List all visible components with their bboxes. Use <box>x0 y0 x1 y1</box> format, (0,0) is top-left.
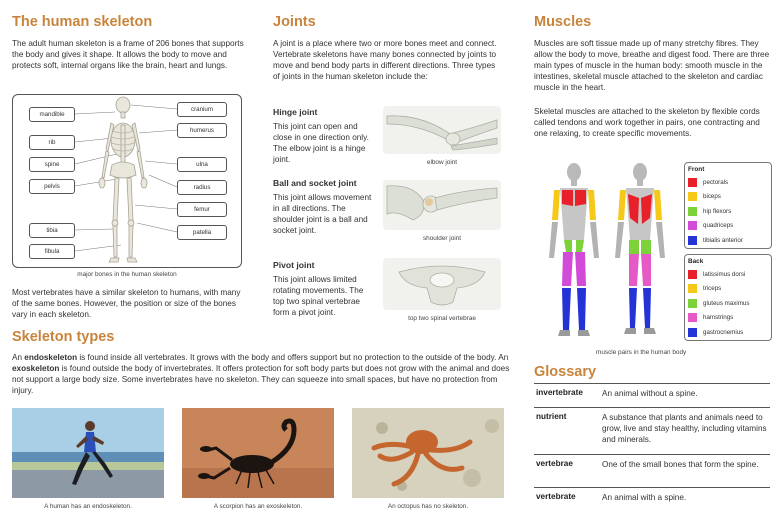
label-tibia: tibia <box>29 223 75 238</box>
legend-item: quadriceps <box>688 219 768 234</box>
legend-item: biceps <box>688 190 768 205</box>
ball-socket-text: This joint allows movement in all directions. The shoulder joint is a ball and socket joint. <box>273 193 372 235</box>
label-humerus: humerus <box>177 123 227 138</box>
skeletal-muscles-text: Skeletal muscles are attached to the skeleton by flexible cords called tendons and work together in pairs, one contracting and one relaxing, to create specific movements. <box>534 107 760 138</box>
term-exoskeleton: exoskeleton <box>12 364 60 373</box>
muscles-heading: Muscles <box>534 14 592 30</box>
skeleton-heading: The human skeleton <box>12 14 153 30</box>
hinge-joint-title: Hinge joint <box>273 107 318 117</box>
elbow-joint-image <box>383 106 501 154</box>
label-pelvis: pelvis <box>29 179 75 194</box>
legend-item: gastrocnemius <box>688 325 768 340</box>
glossary-row <box>534 454 770 487</box>
glossary-term: vertebrate <box>536 492 576 501</box>
legend-back-title: Back <box>688 258 704 265</box>
hinge-joint-text: This joint can open and close in one direction only. The elbow joint is a hinge joint. <box>273 122 369 164</box>
vertebrae-image <box>383 258 501 310</box>
legend-item: hamstrings <box>688 311 768 326</box>
glossary-heading: Glossary <box>534 364 597 380</box>
skeleton-types-heading: Skeleton types <box>12 329 115 345</box>
ball-socket-title: Ball and socket joint <box>273 178 357 188</box>
glossary-row <box>534 487 770 511</box>
types-text-3: is found outside the body of invertebrates. It offers protection for soft body parts but does not grow with the animal and does not support a large body size. Some invertebrates have no skeleton. They can squeeze into small spaces, but have no protection from injury. <box>12 364 510 395</box>
label-fibula: fibula <box>29 244 75 259</box>
glossary-row <box>534 407 770 454</box>
skeleton-intro: The adult human skeleton is a frame of 206 bones that supports the body and gives it shape. It allows the body to move and protects soft, internal organs like the brain, heart and lungs. <box>12 39 244 70</box>
legend-front <box>684 162 772 249</box>
legend-item: gluteus maximus <box>688 296 768 311</box>
legend-back <box>684 254 772 341</box>
scorpion-caption: A scorpion has an exoskeleton. <box>213 503 303 510</box>
shoulder-joint-image <box>383 180 501 230</box>
legend-item: pectorals <box>688 175 768 190</box>
label-cranium: cranium <box>177 102 227 117</box>
pivot-joint-text: This joint allows limited rotating movements. The top two spinal vertebrae form a pivot joint. <box>273 275 364 317</box>
glossary-definition: A substance that plants and animals need to grow, live and stay healthy, including vitamins and minerals. <box>602 413 767 444</box>
glossary-definition: An animal without a spine. <box>602 389 698 398</box>
glossary-definition: One of the small bones that form the spine. <box>602 460 759 469</box>
muscle-figures <box>534 160 680 344</box>
legend-item: hip flexors <box>688 204 768 219</box>
elbow-joint-caption: elbow joint <box>426 159 458 166</box>
legend-item: tibialis anterior <box>688 233 768 248</box>
shoulder-joint-caption: shoulder joint <box>422 235 461 242</box>
pivot-joint-title: Pivot joint <box>273 260 315 270</box>
label-radius: radius <box>177 180 227 195</box>
types-text-1: An <box>12 353 25 362</box>
runner-caption: A human has an endoskeleton. <box>44 503 132 510</box>
octopus-photo <box>352 408 504 498</box>
label-mandible: mandible <box>29 107 75 122</box>
muscles-caption: muscle pairs in the human body <box>596 349 687 356</box>
label-femur: femur <box>177 202 227 217</box>
muscles-intro: Muscles are soft tissue made up of many stretchy fibres. They allow the body to move, breathe and digest food. There are three main types of muscle in the human body: smooth muscle in the intestines, skeletal muscle attached to the skeleton and cardiac muscle in the heart. <box>534 39 770 92</box>
skeleton-types-text <box>12 352 512 396</box>
label-ulna: ulna <box>177 157 227 172</box>
label-rib: rib <box>29 135 75 150</box>
glossary-term: invertebrate <box>536 388 583 397</box>
glossary-term: vertebrae <box>536 459 573 468</box>
glossary-definition: An animal with a spine. <box>602 493 687 502</box>
glossary-term: nutrient <box>536 412 567 421</box>
legend-item: triceps <box>688 282 768 297</box>
skeleton-caption: major bones in the human skeleton <box>77 271 177 278</box>
runner-photo <box>12 408 164 498</box>
scorpion-photo <box>182 408 334 498</box>
term-endoskeleton: endoskeleton <box>24 353 78 362</box>
vertebrae-caption: top two spinal vertebrae <box>408 315 476 322</box>
vertebrates-text: Most vertebrates have a similar skeleton to humans, with many of the same bones. However, the position or size of the bones vary in each skeleton. <box>12 288 241 319</box>
legend-item: latissimus dorsi <box>688 267 768 282</box>
types-text-2: is found inside all vertebrates. It grows with the body and offers support but no protection to the outside of the body. An <box>77 353 509 362</box>
label-patella: patella <box>177 225 227 240</box>
label-spine: spine <box>29 157 75 172</box>
joints-intro: A joint is a place where two or more bones meet and connect. Vertebrate skeletons have many bones connected by joints to move and bend body parts in different directions. Three types of joints in the human skeleton include the: <box>273 39 497 81</box>
octopus-caption: An octopus has no skeleton. <box>387 503 469 510</box>
skeleton-diagram <box>12 94 242 268</box>
glossary-table <box>534 383 770 511</box>
glossary-row <box>534 383 770 407</box>
joints-heading: Joints <box>273 14 316 30</box>
legend-front-title: Front <box>688 166 705 173</box>
